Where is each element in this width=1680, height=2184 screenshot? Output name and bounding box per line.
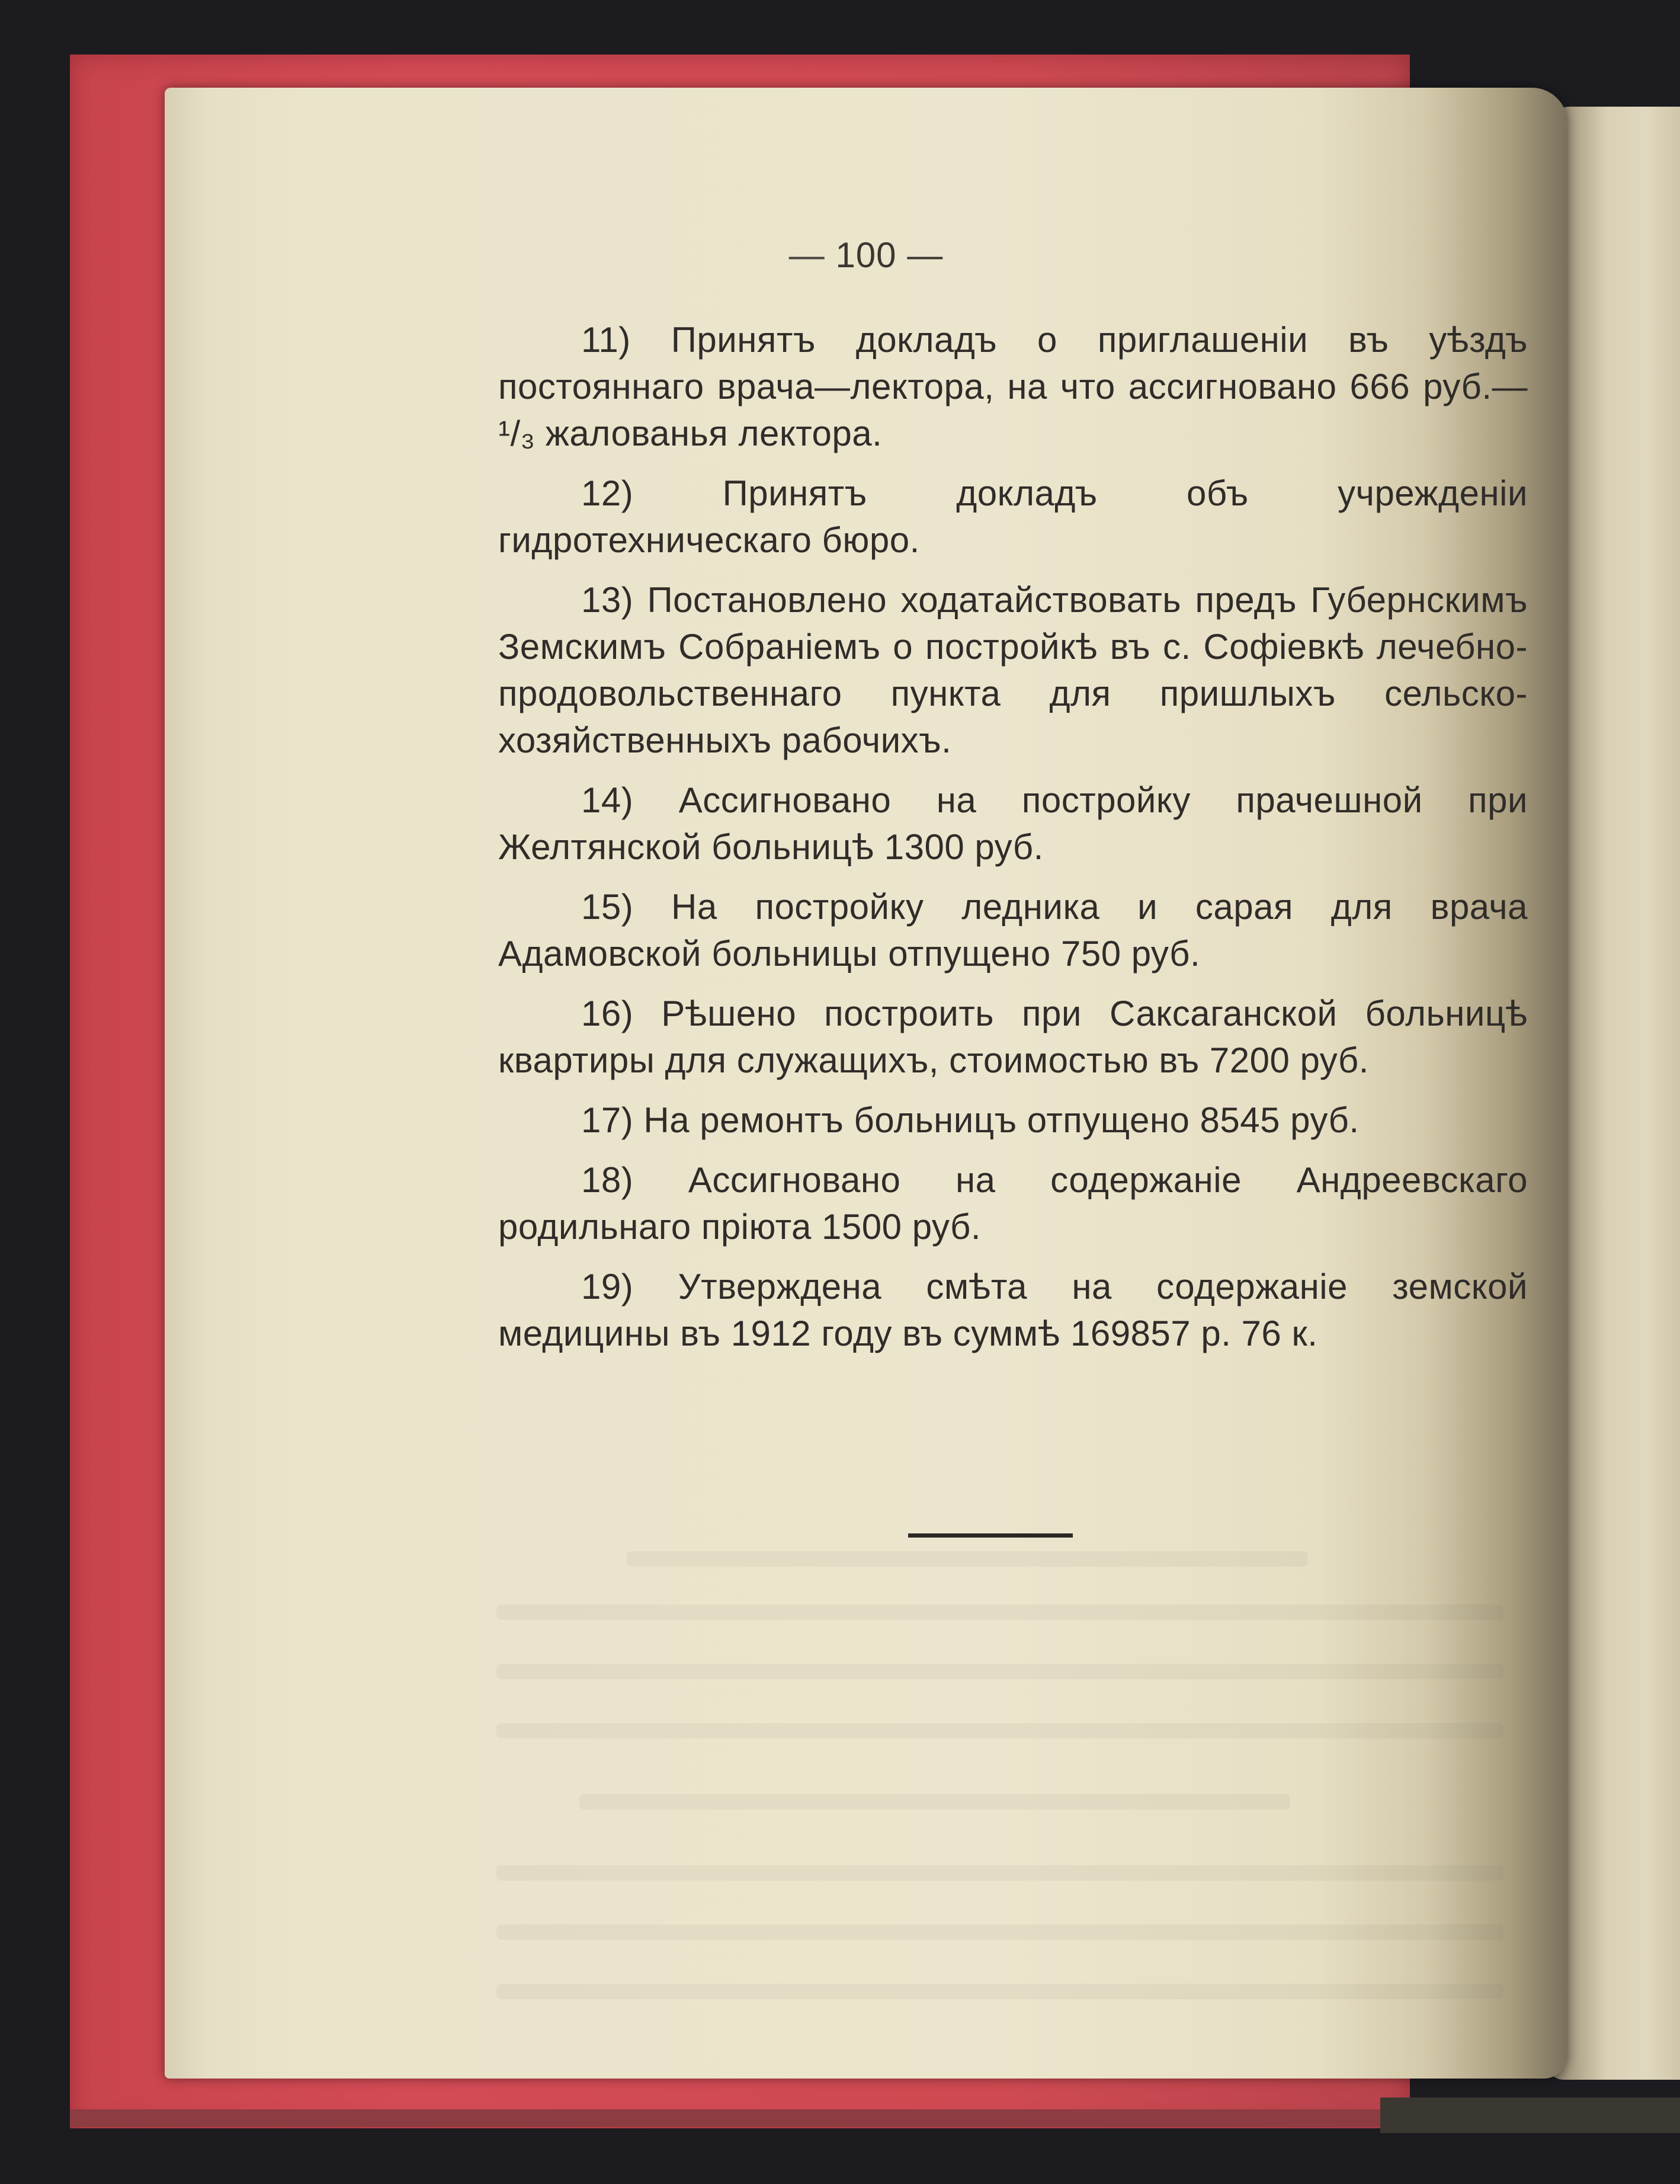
text-block	[498, 316, 1528, 1357]
item-number: 11)	[581, 320, 631, 360]
paragraph-11	[498, 316, 1528, 457]
show-through-line	[579, 1794, 1290, 1810]
cover-edge	[70, 2109, 1410, 2127]
item-text: Утверждена смѣта на содержаніе земской медицины въ 1912 году въ суммѣ 169857 р. 76 к.	[498, 1267, 1528, 1353]
page-number-value: 100	[835, 235, 897, 275]
item-number: 12)	[581, 473, 634, 513]
item-text: Рѣшено построить при Саксаганской больницѣ квартиры для служащихъ, стоимостью въ 7200 руб.	[498, 994, 1528, 1080]
page-number-dash-left: —	[788, 235, 825, 275]
paragraph-17	[498, 1097, 1528, 1144]
item-text: Принятъ докладъ объ учрежденіи гидротехническаго бюро.	[498, 473, 1528, 560]
show-through-line	[496, 1723, 1503, 1738]
show-through-line	[627, 1551, 1308, 1567]
show-through-line	[496, 1865, 1503, 1881]
paragraph-16	[498, 990, 1528, 1084]
paragraph-12	[498, 470, 1528, 563]
item-number: 13)	[581, 580, 634, 620]
show-through-line	[496, 1605, 1503, 1620]
item-text: Постановлено ходатайствовать предъ Губернскимъ Земскимъ Собраніемъ о постройкѣ въ с. Софіевкѣ лечебно-продовольственнаго пункта для пришлыхъ сельско-хозяйственныхъ рабочихъ.	[498, 580, 1528, 760]
paragraph-18	[498, 1157, 1528, 1250]
show-through-line	[496, 1984, 1503, 1999]
item-number: 17)	[581, 1100, 634, 1140]
item-text: Принятъ докладъ о приглашеніи въ уѣздъ постояннаго врача—лектора, на что ассигновано 666 руб.—¹/₃ жалованья лектора.	[498, 320, 1528, 453]
item-number: 15)	[581, 887, 634, 927]
item-text: Ассигновано на постройку прачешной при Желтянской больницѣ 1300 руб.	[498, 780, 1528, 867]
item-number: 14)	[581, 780, 634, 820]
paragraph-14	[498, 777, 1528, 870]
page-number-dash-right: —	[907, 235, 944, 275]
item-number: 16)	[581, 994, 634, 1033]
page-number	[165, 235, 1567, 276]
item-number: 19)	[581, 1267, 634, 1306]
item-text: На ремонтъ больницъ отпущено 8545 руб.	[643, 1100, 1360, 1140]
paragraph-13	[498, 577, 1528, 764]
book-page	[165, 88, 1567, 2079]
end-rule	[908, 1533, 1073, 1538]
paragraph-15	[498, 883, 1528, 977]
show-through-line	[496, 1664, 1503, 1679]
item-text: На постройку ледника и сарая для врача Адамовской больницы отпущено 750 руб.	[498, 887, 1528, 973]
item-text: Ассигновано на содержаніе Андреевскаго родильнаго пріюта 1500 руб.	[498, 1160, 1528, 1247]
paragraph-19	[498, 1263, 1528, 1357]
show-through-line	[496, 1924, 1503, 1940]
item-number: 18)	[581, 1160, 634, 1200]
binding-shadow	[1380, 2097, 1680, 2133]
